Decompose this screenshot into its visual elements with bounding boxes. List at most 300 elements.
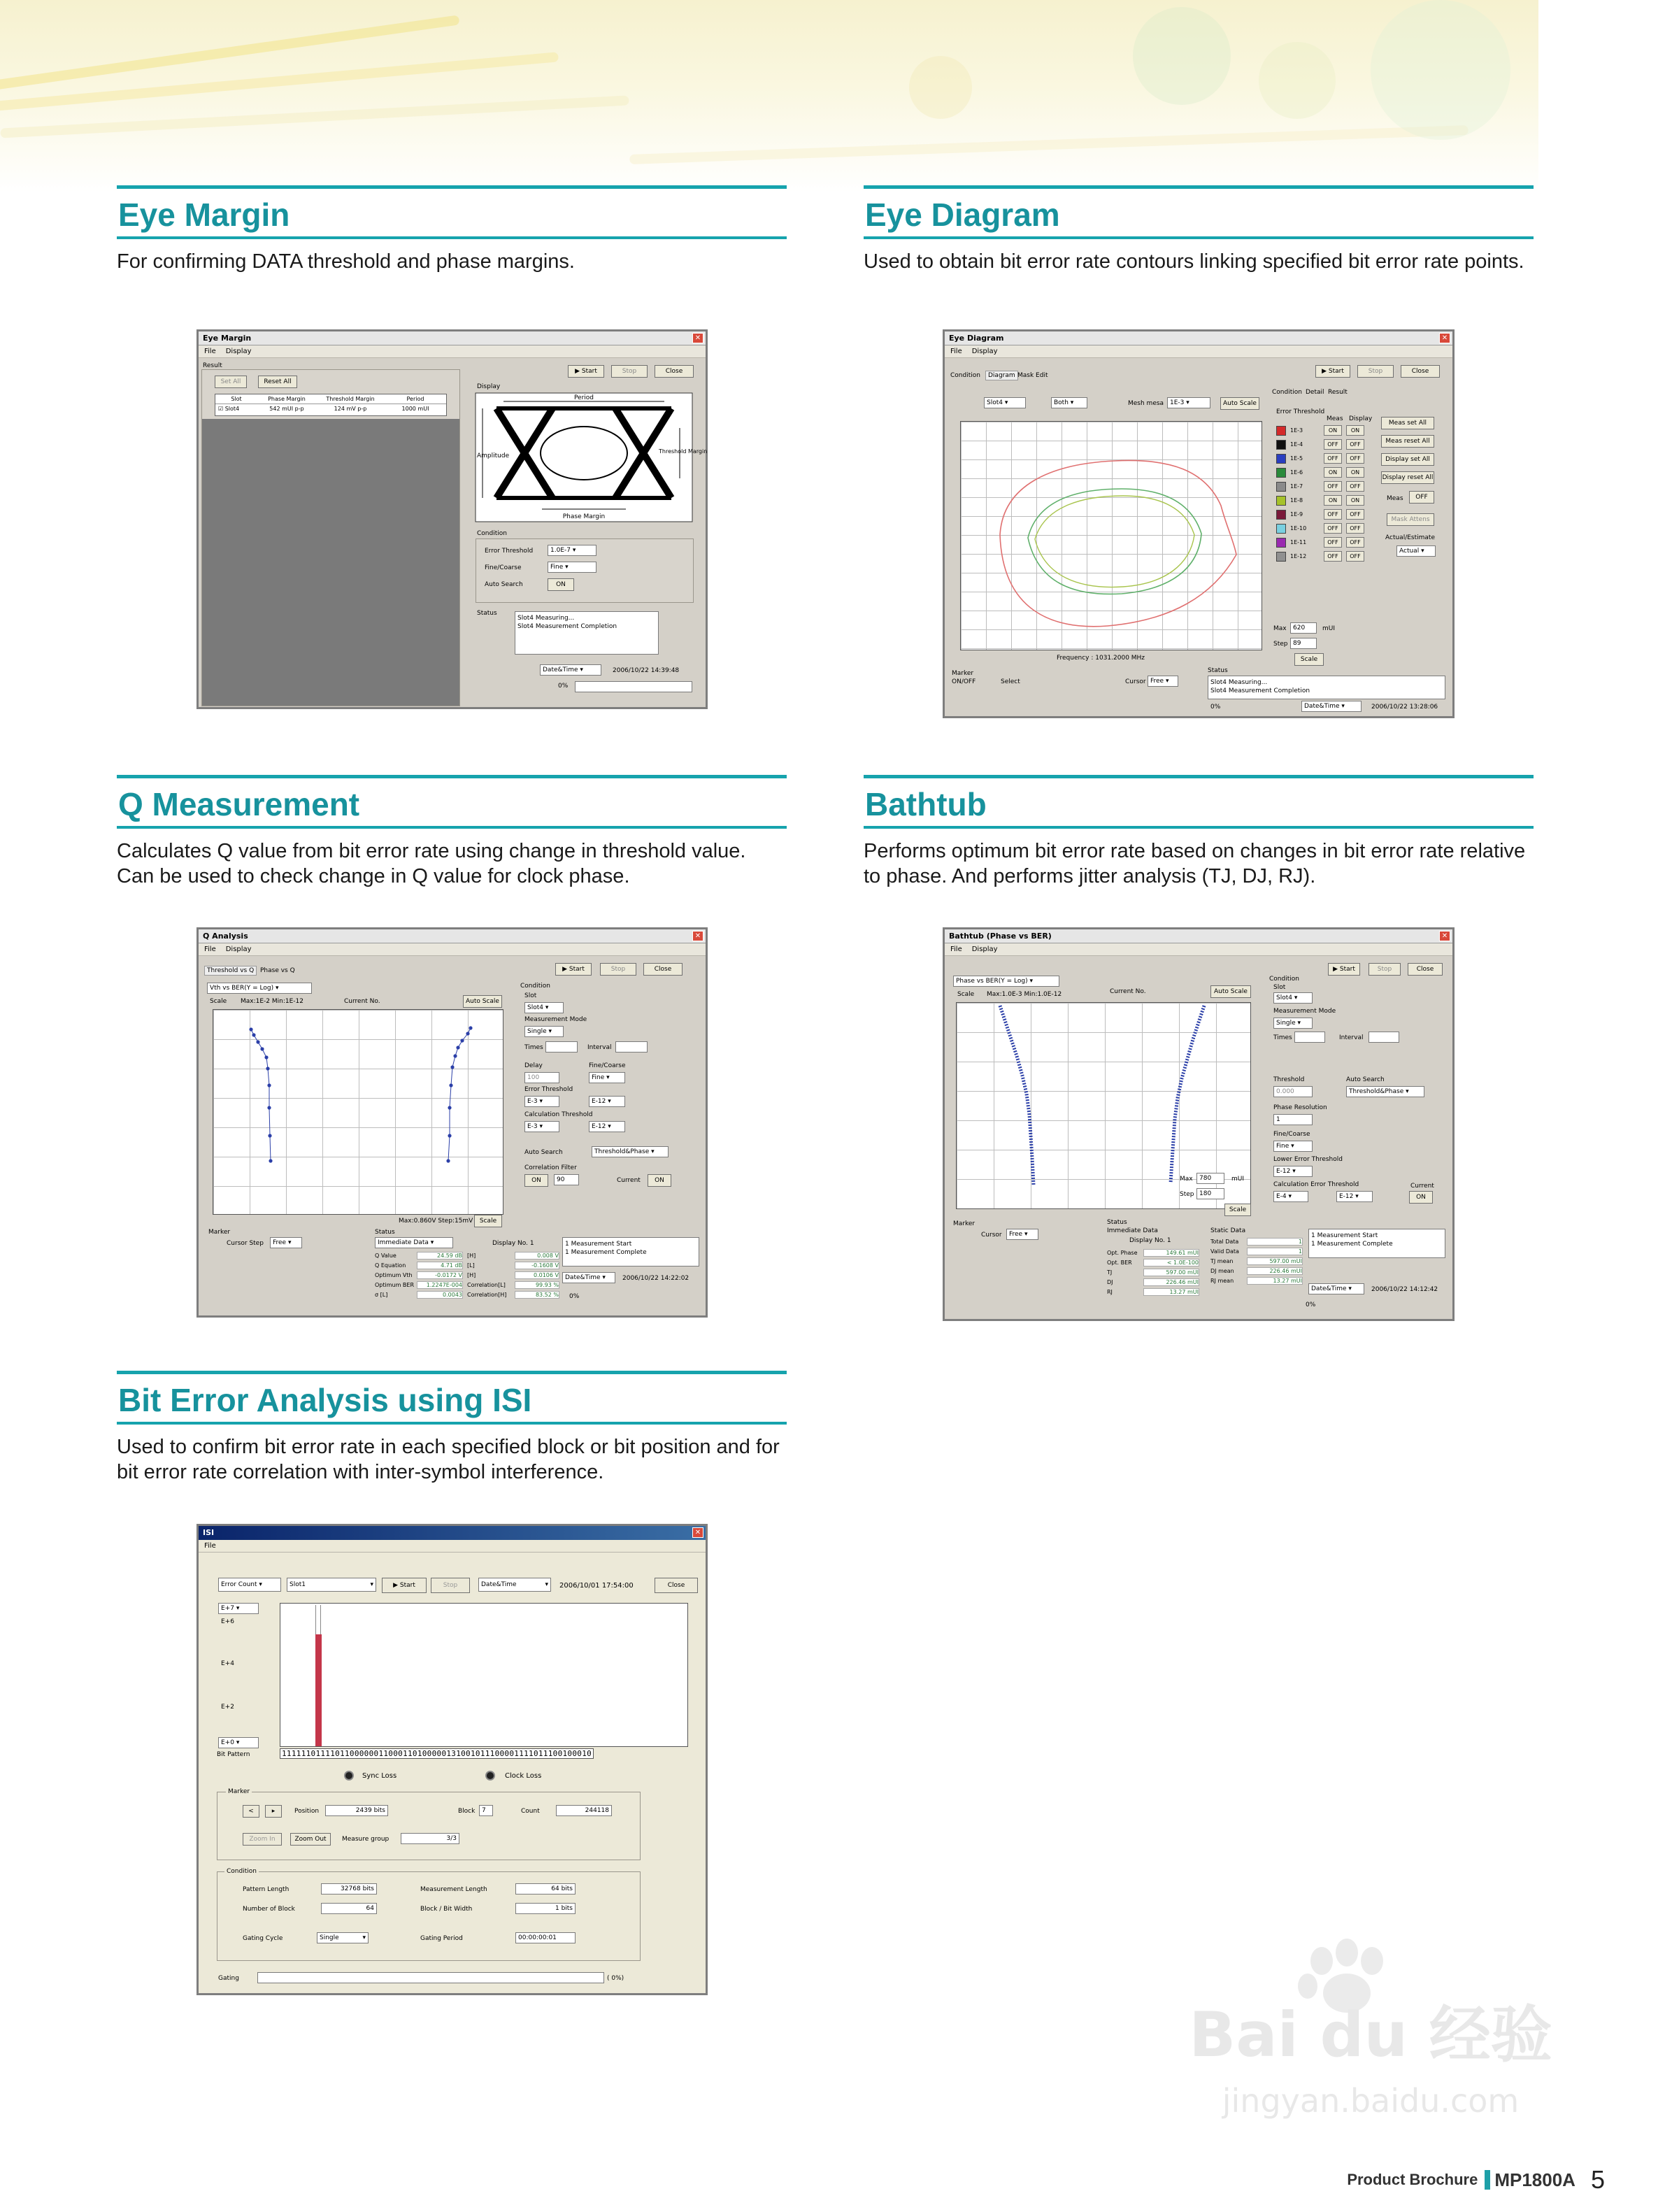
result-table [215, 394, 447, 416]
slot-select: Slot1 ▾ [287, 1578, 376, 1592]
progress-bar [575, 681, 692, 692]
calc-threshold-label: Calculation Threshold [524, 1111, 593, 1118]
threshold-label: 1E-3 [1290, 427, 1303, 434]
watermark-url: jingyan.baidu.com [1222, 2082, 1520, 2120]
bit-pattern-value: 1111110111101100000011000110100000131001011100001111011100100010 [280, 1748, 594, 1759]
meas-label: Meas [1387, 495, 1403, 502]
window-title: Bathtub (Phase vs BER) [949, 932, 1052, 941]
threshold-field: 0.000 [1273, 1086, 1313, 1097]
threshold-row [1276, 424, 1371, 438]
metric-value: 13.27 mUI [1143, 1288, 1199, 1296]
meas-toggle: OFF [1324, 551, 1342, 562]
metric-key: TJ [1107, 1269, 1113, 1276]
display-toggle: ON [1346, 467, 1364, 478]
metric-key: Total Data [1210, 1239, 1239, 1245]
scale-range: Max:1.0E-3 Min:1.0E-12 [987, 991, 1062, 998]
condition-label: Condition [477, 530, 507, 537]
cursor-label: Cursor [981, 1232, 1002, 1239]
meas-toggle: OFF [1324, 537, 1342, 548]
progress-value: 0% [558, 683, 569, 690]
cursor-select: Free ▾ [1148, 676, 1178, 687]
gating-progress-bar [257, 1972, 604, 1983]
display-col: Display [1349, 415, 1373, 422]
display-toggle: OFF [1346, 537, 1364, 548]
display-label: Display [477, 383, 501, 390]
tab-condition: Condition [950, 372, 980, 379]
current-no-label: Current No. [344, 998, 380, 1005]
metric-row [1107, 1248, 1205, 1258]
metric-key: Q Value [375, 1253, 396, 1259]
metric-value: 4.71 dB [417, 1262, 463, 1269]
auto-search-label: Auto Search [524, 1149, 563, 1156]
mask-mode-select: 1E-3 ▾ [1167, 397, 1210, 408]
scale-label: Scale [210, 998, 227, 1005]
unit-label: mUI [1322, 625, 1336, 632]
close-button: Close [1401, 365, 1440, 378]
y-bottom-select: E+0 ▾ [218, 1737, 259, 1748]
metric-row [1210, 1247, 1306, 1257]
section-description: Used to confirm bit error rate in each specified block or bit position and for bit error rate correlation with inter-symbol interference. [117, 1436, 780, 1483]
bathtub-left-metrics [1107, 1248, 1205, 1297]
isi-screenshot [196, 1524, 708, 1995]
threshold-swatch [1276, 426, 1286, 436]
meas-set-all-button: Meas set All [1381, 417, 1434, 429]
header-banner [0, 0, 1538, 192]
gating-cycle-select: Single ▾ [317, 1932, 369, 1943]
display-reset-all-button: Display reset All [1381, 471, 1434, 484]
metric-key: Q Equation [375, 1262, 406, 1269]
corr-value-field: 90 [554, 1174, 579, 1185]
lower-et-select: E-12 ▾ [1273, 1166, 1313, 1177]
display-toggle: OFF [1346, 551, 1364, 562]
status-log: 1 Measurement Start 1 Measurement Complete [562, 1237, 699, 1266]
condition-label: Condition [520, 983, 550, 990]
display-toggle: OFF [1346, 439, 1364, 450]
tab-condition-right: Condition [1272, 389, 1302, 396]
datetime-value: 2006/10/01 17:54:00 [559, 1582, 634, 1590]
meas-toggle: OFF [1324, 523, 1342, 534]
error-threshold-label: Error Threshold [524, 1086, 573, 1093]
threshold-label: Threshold [1273, 1076, 1305, 1083]
close-icon: ✕ [1439, 931, 1450, 941]
tab-result: Result [1328, 389, 1348, 396]
delay-label: Delay [524, 1062, 543, 1069]
corr-filter-label: Correlation Filter [524, 1164, 577, 1171]
start-button: ▶ Start [382, 1578, 427, 1593]
current-label: Current [1410, 1183, 1434, 1190]
datetime-value: 2006/10/22 14:22:02 [622, 1275, 689, 1282]
metric-key: Valid Data [1210, 1248, 1239, 1255]
auto-search-select: Threshold&Phase ▾ [1346, 1086, 1424, 1097]
pattern-length-field: 32768 bits [321, 1883, 377, 1895]
error-threshold-label: Error Threshold [485, 548, 534, 555]
actual-estimate-label: Actual/Estimate [1385, 534, 1435, 541]
marker-label: Marker [208, 1229, 231, 1236]
marker-label: Marker [952, 670, 974, 677]
phase-res-label: Phase Resolution [1273, 1104, 1327, 1111]
metric-value: 24.59 dB [417, 1252, 463, 1260]
metric-value: 0.0043 [417, 1291, 463, 1299]
isi-plot [280, 1603, 688, 1747]
phase-res-field: 1 [1273, 1114, 1313, 1125]
threshold-swatch [1276, 454, 1286, 464]
threshold-label: 1E-10 [1290, 525, 1307, 531]
metric-value: 0.008 V [515, 1252, 559, 1260]
q-curve [213, 1010, 504, 1215]
threshold-label: 1E-9 [1290, 511, 1303, 518]
condition-label: Condition [1269, 976, 1299, 983]
metric-value: 149.61 mUI [1143, 1249, 1199, 1257]
datetime-select: Date&Time ▾ [562, 1272, 615, 1283]
marker-panel [217, 1788, 641, 1860]
slot-select: Slot4 ▾ [984, 397, 1026, 408]
stop-button: Stop [611, 365, 648, 378]
bathtub-right-metrics [1210, 1237, 1306, 1286]
meas-toggle: OFF [1409, 491, 1434, 504]
calc-from-select: E-4 ▾ [1273, 1191, 1308, 1202]
marker-label: Marker [226, 1788, 252, 1795]
metric-row [1107, 1258, 1205, 1268]
isi-condition-panel [217, 1868, 641, 1961]
step2-label: Step [1273, 641, 1288, 648]
meas-toggle: ON [1324, 495, 1342, 506]
block-label: Block [458, 1808, 476, 1815]
section-q-measurement [117, 775, 787, 889]
block-width-field: 1 bits [515, 1903, 576, 1914]
q-metrics [375, 1251, 562, 1300]
threshold-swatch [1276, 552, 1286, 562]
gating-period-field: 00:00:00:01 [515, 1932, 576, 1943]
set-all-button: Set All [215, 376, 247, 388]
display-toggle: OFF [1346, 453, 1364, 464]
display-toggle: OFF [1346, 523, 1364, 534]
ct-to-select: E-12 ▾ [589, 1121, 625, 1132]
result-label: Result [203, 362, 222, 369]
datetime-value: 2006/10/22 14:39:48 [613, 667, 680, 674]
delay-field: 100 [524, 1072, 559, 1083]
max-label: Max [1180, 1176, 1193, 1183]
position-label: Position [294, 1808, 320, 1815]
slot-select: Slot4 ▾ [524, 1002, 564, 1013]
q-plot [213, 1009, 503, 1215]
measure-group-label: Measure group [342, 1836, 390, 1843]
metric-value: 83.52 % [515, 1291, 559, 1299]
sync-loss-label: Sync Loss [362, 1772, 397, 1780]
auto-scale-button: Auto Scale [463, 995, 502, 1008]
close-icon: ✕ [692, 333, 703, 343]
metric-key: [H] [467, 1253, 476, 1259]
threshold-row [1276, 438, 1371, 452]
display-no: Display No. 1 [1129, 1237, 1171, 1244]
error-threshold-select: 1.0E-7 ▾ [548, 545, 596, 556]
meas-toggle: ON [1324, 425, 1342, 436]
meas-mode-label: Measurement Mode [524, 1016, 587, 1023]
max-field: 780 [1196, 1173, 1224, 1184]
menu-display: Display [225, 946, 252, 953]
cursor-select: Free ▾ [1006, 1229, 1038, 1240]
metric-key: Correlation[H] [467, 1292, 507, 1298]
menu-display: Display [225, 348, 252, 355]
progress-value: 0% [1210, 704, 1221, 711]
threshold-label: 1E-6 [1290, 469, 1303, 476]
result-area [202, 419, 459, 706]
watermark-brand: Bai du 经验 [1189, 1999, 1552, 2071]
section-description: For confirming DATA threshold and phase margins. [117, 250, 575, 273]
max2-field: 620 [1290, 622, 1317, 634]
mode-select: Phase vs BER(Y = Log) ▾ [953, 976, 1059, 987]
display-toggle: OFF [1346, 481, 1364, 492]
metric-key: RJ [1107, 1289, 1113, 1295]
times-field [1294, 1032, 1325, 1043]
condition-panel [476, 538, 694, 603]
stop-button: Stop [431, 1578, 470, 1593]
scale-range: Max:1E-2 Min:1E-12 [241, 998, 303, 1005]
meas-length-label: Measurement Length [420, 1886, 487, 1893]
ct-from-select: E-3 ▾ [524, 1121, 559, 1132]
meas-toggle: OFF [1324, 453, 1342, 464]
threshold-row [1276, 550, 1371, 564]
status-label: Status [1208, 667, 1228, 674]
window-title: Eye Diagram [949, 334, 1004, 343]
datetime-select: Date&Time ▾ [1308, 1283, 1364, 1294]
max2-label: Max [1273, 625, 1287, 632]
footer-label: Product Brochure [1347, 2171, 1478, 2188]
section-bathtub [864, 775, 1534, 889]
metric-value: 1 [1247, 1248, 1303, 1255]
metric-row [375, 1271, 562, 1280]
close-button: Close [655, 365, 694, 378]
metric-value: 1.2247E-004 [417, 1281, 463, 1289]
metric-value: 99.93 % [515, 1281, 559, 1289]
eye-diagram-screenshot [943, 329, 1455, 718]
window-title: Eye Margin [203, 334, 252, 343]
stop-button: Stop [1357, 365, 1394, 378]
col-header: Phase Margin [268, 396, 306, 402]
progress-value: 0% [569, 1293, 580, 1300]
section-title: Eye Diagram [865, 197, 1060, 233]
status-log: Slot4 Measuring... Slot4 Measurement Completion [1208, 676, 1445, 699]
et-to-select: E-12 ▾ [589, 1096, 625, 1107]
section-description: Performs optimum bit error rate based on changes in bit error rate relative to phase. And performs jitter analysis (TJ, DJ, RJ). [864, 840, 1526, 887]
metric-key: DJ [1107, 1279, 1113, 1285]
threshold-label: 1E-12 [1290, 553, 1307, 559]
meas-toggle: OFF [1324, 439, 1342, 450]
scale-button: Scale [1224, 1204, 1251, 1216]
calc-to-select: E-12 ▾ [1336, 1191, 1373, 1202]
metric-key: DJ mean [1210, 1268, 1234, 1274]
fine-coarse-label: Fine/Coarse [589, 1062, 626, 1069]
times-label: Times [524, 1044, 543, 1051]
status-label: Status [1107, 1219, 1127, 1226]
interval-field [1369, 1032, 1399, 1043]
slot-label: Slot [524, 992, 537, 999]
y-label: E+6 [221, 1618, 234, 1625]
display-no: Display No. 1 [492, 1240, 534, 1247]
interval-label: Interval [1339, 1034, 1364, 1041]
count-label: Count [521, 1808, 540, 1815]
times-label: Times [1273, 1034, 1292, 1041]
current-label: Current [617, 1177, 641, 1184]
tab-phase-vs-q: Phase vs Q [260, 967, 295, 974]
window-title: Q Analysis [203, 932, 248, 941]
sync-loss-indicator-icon [344, 1771, 354, 1781]
marker-label: Marker [953, 1220, 976, 1227]
metric-row [1210, 1276, 1306, 1286]
gating-percent: ( 0%) [607, 1975, 624, 1982]
cursor-label: Cursor [1125, 678, 1146, 685]
metric-value: 226.46 mUI [1247, 1267, 1303, 1275]
tab-detail: Detail [1306, 389, 1324, 396]
section-title: Q Measurement [118, 786, 360, 822]
y-label: E+4 [221, 1660, 234, 1667]
fine-coarse-label: Fine/Coarse [1273, 1131, 1310, 1138]
metric-value: < 1.0E-100 [1143, 1259, 1199, 1266]
fine-coarse-select: Fine ▾ [1273, 1141, 1313, 1152]
error-threshold-title: Error Threshold [1276, 408, 1325, 415]
gating-period-label: Gating Period [420, 1935, 463, 1942]
mask-select: Both ▾ [1051, 397, 1087, 408]
auto-search-select: Threshold&Phase ▾ [592, 1146, 669, 1157]
display-toggle: ON [1346, 495, 1364, 506]
slot-select: Slot4 ▾ [1273, 992, 1313, 1004]
metric-key: [H] [467, 1272, 476, 1278]
zoom-out-button: Zoom Out [290, 1833, 331, 1846]
threshold-label: 1E-8 [1290, 497, 1303, 504]
isi-error-bar [315, 1634, 322, 1746]
auto-scale-button: Auto Scale [1210, 985, 1251, 998]
menu-file: File [950, 946, 962, 953]
block-width-label: Block / Bit Width [420, 1906, 473, 1913]
section-description: Calculates Q value from bit error rate using change in threshold value. Can be used to check change in Q value for clock phase. [117, 840, 746, 887]
result-panel [201, 369, 460, 706]
section-eye-margin [117, 185, 787, 274]
zoom-in-button: Zoom In [243, 1833, 282, 1846]
threshold-row [1276, 508, 1371, 522]
meas-mode-select: Single ▾ [524, 1026, 564, 1037]
position-field: 2439 bits [325, 1805, 388, 1816]
close-button: Close [655, 1578, 698, 1593]
metric-value: 597.00 mUI [1143, 1269, 1199, 1276]
table-cell: ☑ Slot4 [218, 406, 240, 412]
count-mode-select: Error Count ▾ [218, 1578, 281, 1592]
prev-marker-button: < [243, 1805, 259, 1818]
metric-row [375, 1280, 562, 1290]
threshold-label: 1E-5 [1290, 455, 1303, 462]
metric-key: Opt. Phase [1107, 1250, 1138, 1256]
mode-select: Vth vs BER(Y = Log) ▾ [207, 983, 312, 994]
select-label: Select [1001, 678, 1020, 685]
max-step-label: Max:0.860V Step:15mV [399, 1218, 473, 1225]
metric-row [1210, 1237, 1306, 1247]
lower-et-label: Lower Error Threshold [1273, 1156, 1343, 1163]
y-label: E+2 [221, 1704, 234, 1711]
page-footer [1347, 2165, 1605, 2195]
meas-mode-select: Single ▾ [1273, 1018, 1313, 1029]
fine-coarse-select: Fine ▾ [548, 562, 596, 573]
metric-key: Correlation[L] [467, 1282, 506, 1288]
metric-row [1107, 1287, 1205, 1297]
corr-filter-toggle: ON [524, 1174, 548, 1187]
page-number: 5 [1590, 2165, 1605, 2194]
datetime-select: Date&Time ▾ [1301, 701, 1362, 712]
eye-margin-screenshot [196, 329, 708, 709]
threshold-label: 1E-7 [1290, 483, 1303, 490]
block-field: 7 [479, 1805, 493, 1816]
menu-display: Display [971, 946, 998, 953]
y-top-select: E+7 ▾ [218, 1603, 259, 1614]
metric-row [375, 1290, 562, 1300]
datetime-value: 2006/10/22 14:12:42 [1371, 1286, 1438, 1293]
col-header: Threshold Margin [326, 396, 375, 402]
auto-search-label: Auto Search [1346, 1076, 1385, 1083]
menu-file: File [204, 1542, 216, 1550]
threshold-swatch [1276, 538, 1286, 548]
threshold-swatch [1276, 468, 1286, 478]
stop-button: Stop [1369, 963, 1401, 976]
static-label: Static Data [1210, 1227, 1246, 1234]
scale-button: Scale [1294, 653, 1324, 666]
metric-row [1210, 1266, 1306, 1276]
status-log: 1 Measurement Start 1 Measurement Complete [1308, 1229, 1445, 1258]
metric-key: [L] [467, 1262, 475, 1269]
status-mode-select: Immediate Data ▾ [375, 1237, 453, 1248]
actual-estimate-select: Actual ▾ [1396, 545, 1436, 557]
meas-col: Meas [1327, 415, 1343, 422]
threshold-swatch [1276, 496, 1286, 506]
mask-mode-label: Mesh mesa [1128, 400, 1164, 407]
slot-label: Slot [1273, 984, 1286, 991]
threshold-label: 1E-4 [1290, 441, 1303, 448]
close-icon: ✕ [692, 931, 703, 941]
metric-key: σ [L] [375, 1292, 388, 1298]
meas-toggle: OFF [1324, 509, 1342, 520]
metric-value: 0.0106 V [515, 1271, 559, 1279]
metric-value: -0.1608 V [515, 1262, 559, 1269]
unit-label: mUI [1231, 1176, 1245, 1183]
metric-row [375, 1251, 562, 1261]
times-field [545, 1041, 578, 1053]
immediate-label: Immediate Data [1107, 1227, 1158, 1234]
metric-key: Optimum BER [375, 1282, 415, 1288]
threshold-row [1276, 466, 1371, 480]
current-no-label: Current No. [1110, 988, 1146, 995]
table-cell: 124 mV p-p [334, 406, 367, 412]
clock-loss-indicator-icon [485, 1771, 495, 1781]
meas-mode-label: Measurement Mode [1273, 1008, 1336, 1015]
interval-field [615, 1041, 648, 1053]
metric-key: RJ mean [1210, 1278, 1234, 1284]
fine-coarse-select: Fine ▾ [589, 1072, 625, 1083]
section-title: Eye Margin [118, 197, 290, 233]
start-button: ▶ Start [1328, 963, 1360, 976]
pattern-length-label: Pattern Length [243, 1886, 290, 1893]
tab-diagram: Diagram [985, 371, 1018, 380]
menu-display: Display [971, 348, 998, 355]
mask-attens-button: Mask Attens [1387, 513, 1434, 526]
status-log: Slot4 Measuring... Slot4 Measurement Completion [515, 611, 659, 655]
datetime-select: Date&Time ▾ [540, 664, 601, 676]
status-label: Status [477, 610, 497, 617]
section-description: Used to obtain bit error rate contours linking specified bit error rate points. [864, 250, 1524, 273]
threshold-row [1276, 480, 1371, 494]
step-field: 180 [1196, 1188, 1224, 1199]
display-toggle: ON [1346, 425, 1364, 436]
metric-row [1210, 1257, 1306, 1266]
auto-scale-button: Auto Scale [1220, 397, 1259, 410]
menu-file: File [204, 348, 216, 355]
eye-margin-diagram [476, 393, 708, 522]
threshold-swatch [1276, 440, 1286, 450]
